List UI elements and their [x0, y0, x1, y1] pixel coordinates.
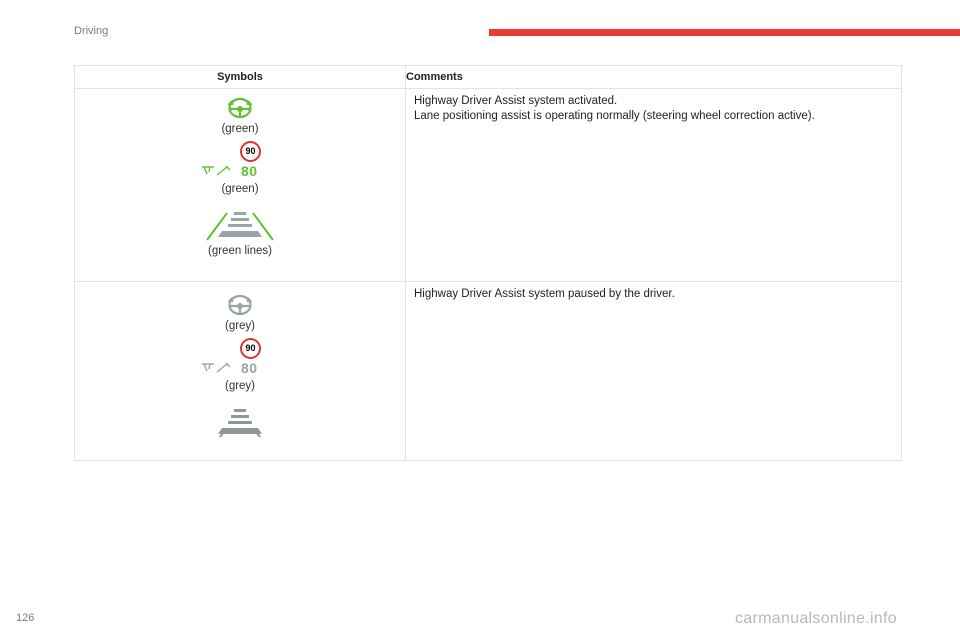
- column-header-symbols: Symbols: [75, 66, 406, 89]
- header-accent-bar: [489, 29, 960, 36]
- target-speed-value: 80: [241, 360, 258, 376]
- symbol-caption: (grey): [224, 380, 256, 392]
- speed-limit-icon: [200, 141, 280, 181]
- watermark: carmanualsonline.info: [735, 610, 897, 627]
- lane-lines-icon: [204, 406, 276, 440]
- table-row: [75, 89, 902, 282]
- symbol-caption: (grey): [224, 320, 256, 332]
- symbols-table: [74, 65, 902, 461]
- symbol-caption: (green): [221, 183, 259, 195]
- target-speed-value: 80: [241, 163, 258, 179]
- lane-assist-icon: [200, 163, 234, 179]
- speed-sign-90: 90: [240, 141, 261, 162]
- column-header-comments: Comments: [406, 66, 902, 89]
- table-row: [75, 282, 902, 461]
- comment-line: Highway Driver Assist system activated.: [414, 95, 618, 107]
- comment-line: Highway Driver Assist system paused by the driver.: [414, 288, 675, 300]
- steering-wheel-hands-icon: [225, 95, 255, 121]
- page-number: 126: [16, 612, 35, 624]
- lane-lines-icon: [204, 209, 276, 243]
- comments-cell: [406, 282, 902, 461]
- comment-line: Lane positioning assist is operating normally (steering wheel correction active).: [414, 110, 815, 122]
- lane-assist-icon: [200, 360, 234, 376]
- section-title: Driving: [74, 25, 109, 37]
- symbol-caption: (green): [221, 123, 259, 135]
- speed-limit-icon: [200, 338, 280, 378]
- symbols-cell: [75, 282, 406, 461]
- comments-cell: [406, 89, 902, 282]
- table-header-row: [75, 66, 902, 89]
- speed-sign-90: 90: [240, 338, 261, 359]
- symbol-caption: (green lines): [208, 245, 272, 257]
- symbols-cell: [75, 89, 406, 282]
- steering-wheel-hands-icon: [225, 292, 255, 318]
